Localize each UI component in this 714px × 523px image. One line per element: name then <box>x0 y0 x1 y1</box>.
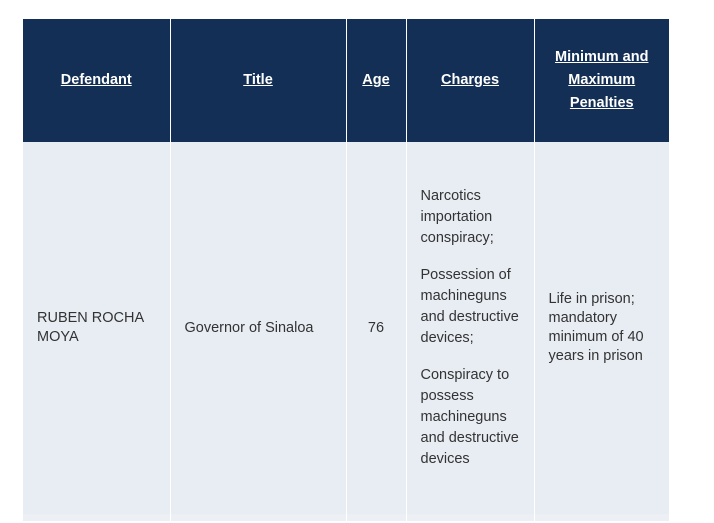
header-title[interactable]: Title <box>170 19 346 142</box>
next-row-partial <box>23 514 669 521</box>
cell-defendant: RUBEN ROCHA MOYA <box>23 142 170 514</box>
charge-item: Possession of machineguns and destructive devices; <box>420 267 519 346</box>
cell-charges <box>406 142 534 514</box>
header-penalties[interactable]: Minimum and Maximum Penalties <box>534 19 669 142</box>
header-defendant[interactable]: Defendant <box>23 19 170 142</box>
table-header-row <box>23 19 669 142</box>
charge-item: Conspiracy to possess machineguns and destructive devices <box>420 367 519 467</box>
defendants-table <box>23 19 669 521</box>
cell-title: Governor of Sinaloa <box>170 142 346 514</box>
header-charges[interactable]: Charges <box>406 19 534 142</box>
charge-item: Narcotics importation conspiracy; <box>420 188 494 246</box>
cell-penalties: Life in prison; mandatory minimum of 40 years in prison <box>534 142 669 514</box>
header-age[interactable]: Age <box>346 19 406 142</box>
cell-age: 76 <box>346 142 406 514</box>
table-row <box>23 142 669 514</box>
